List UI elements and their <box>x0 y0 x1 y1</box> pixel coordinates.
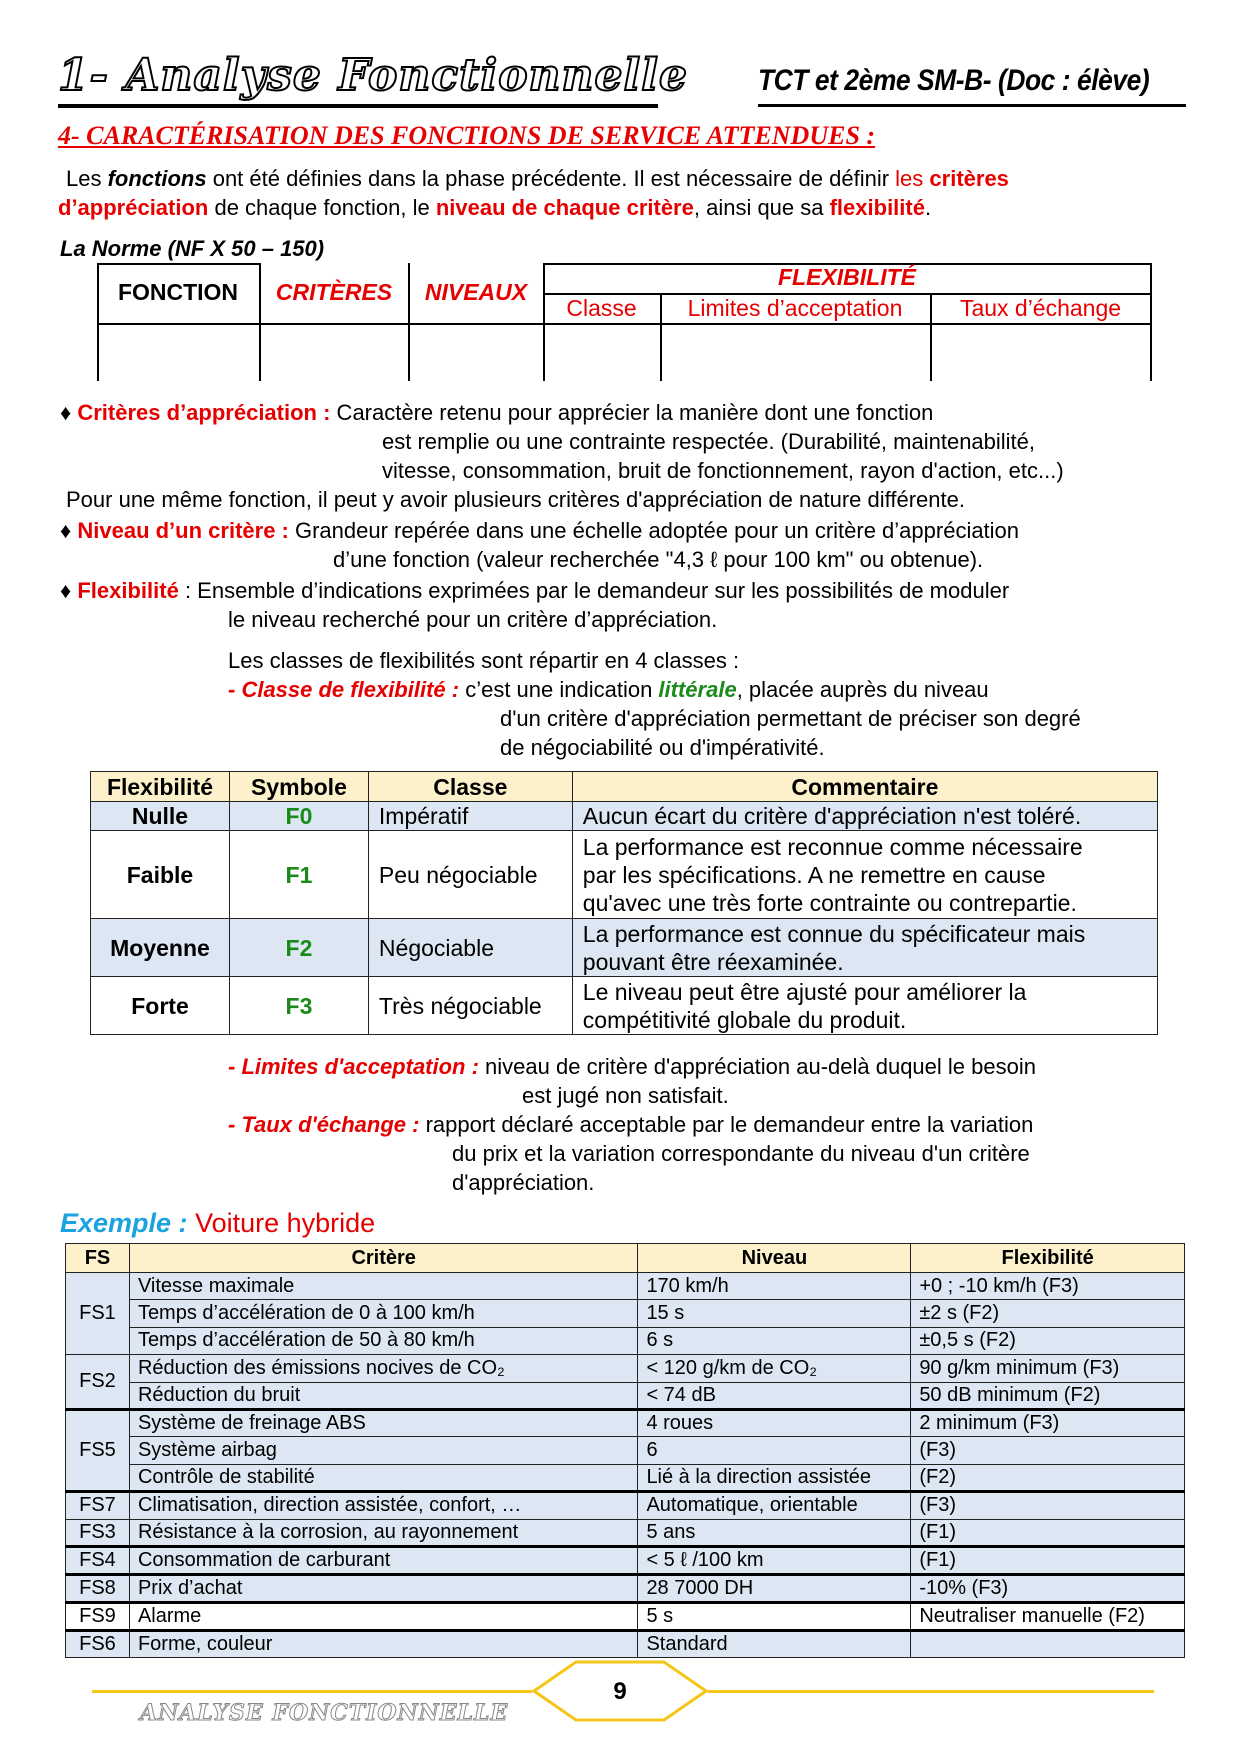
taux-l2: du prix et la variation correspondante du niveau d'un critère <box>452 1141 1030 1166</box>
def-flex-l2: le niveau recherché pour un critère d’appréciation. <box>228 607 718 632</box>
classe-def-l1: - Classe de flexibilité : c’est une indication littérale, placée auprès du niveau <box>228 677 989 702</box>
header-niveau: Niveau <box>638 1244 911 1273</box>
table-row: Système airbag 6 (F3) <box>66 1437 1185 1464</box>
taux-l1: - Taux d'échange : rapport déclaré acceptable par le demandeur entre la variation <box>228 1112 1034 1137</box>
classe-def-l3: de négociabilité ou d'impérativité. <box>500 735 825 760</box>
norme-table <box>97 263 1151 381</box>
sub-taux: Taux d’échange <box>959 295 1122 321</box>
classes-intro: Les classes de flexibilités sont répartir en 4 classes : <box>228 648 740 673</box>
intro-line-1: Les fonctions ont été définies dans la phase précédente. Il est nécessaire de définir les critères <box>66 166 1009 191</box>
def-criteres-l2: est remplie ou une contrainte respectée. (Durabilité, maintenabilité, <box>382 429 1036 454</box>
header-classe: Classe <box>368 772 572 802</box>
table-row: Moyenne F2 Négociable La performance est connue du spécificateur mais pouvant être réexaminée. <box>91 919 1158 977</box>
example-table <box>65 1243 1185 1658</box>
def-niveau-l1: ♦ Niveau d’un critère : Grandeur repérée dans une échelle adoptée pour un critère d’appréciation <box>60 518 1020 543</box>
header-commentaire: Commentaire <box>572 772 1157 802</box>
col-fonction: FONCTION <box>117 279 239 305</box>
def-criteres-l1: ♦ Critères d’appréciation : Caractère retenu pour apprécier la manière dont une fonction <box>60 400 934 425</box>
col-flexibilite: FLEXIBILITÉ <box>778 264 916 290</box>
header-symbole: Symbole <box>229 772 368 802</box>
norme-label: La Norme (NF X 50 – 150) <box>60 236 325 261</box>
classe-def-l2: d'un critère d'appréciation permettant de préciser son degré <box>500 706 1081 731</box>
table-row: Faible F1 Peu négociable La performance est reconnue comme nécessaire par les spécifications. A ne remettre en cause qu'avec une très forte contrainte ou contrepartie. <box>91 831 1158 919</box>
col-niveaux: NIVEAUX <box>424 279 528 305</box>
table-row: FS7 Climatisation, direction assistée, confort, … Automatique, orientable (F3) <box>66 1492 1185 1519</box>
table-row: Réduction du bruit < 74 dB 50 dB minimum (F2) <box>66 1382 1185 1409</box>
def-niveau-l2: d’une fonction (valeur recherchée "4,3 ℓ pour 100 km" ou obtenue). <box>333 547 984 572</box>
title-underline <box>58 104 658 108</box>
table-row: Forte F3 Très négociable Le niveau peut être ajusté pour améliorer la compétitivité globale du produit. <box>91 977 1158 1035</box>
page-number: 9 <box>613 1678 627 1705</box>
table-row: Temps d’accélération de 50 à 80 km/h 6 s ±0,5 s (F2) <box>66 1327 1185 1354</box>
subtitle-underline <box>758 104 1186 107</box>
document-title: 1- Analyse Fonctionnelle <box>58 50 688 101</box>
def-criteres-note: Pour une même fonction, il peut y avoir plusieurs critères d'appréciation de nature différente. <box>66 487 965 512</box>
table-row: FS6 Forme, couleur Standard <box>66 1630 1185 1657</box>
table-row: FS9 Alarme 5 s Neutraliser manuelle (F2) <box>66 1602 1185 1630</box>
header-flexibilite: Flexibilité <box>91 772 230 802</box>
intro-line-2: d’appréciation de chaque fonction, le niveau de chaque critère, ainsi que sa flexibilité. <box>58 195 932 220</box>
table-row: FS1 Vitesse maximale 170 km/h +0 ; -10 km/h (F3) <box>66 1273 1185 1300</box>
limites-l2: est jugé non satisfait. <box>522 1083 729 1108</box>
taux-l3: d'appréciation. <box>452 1170 595 1195</box>
header-critere: Critère <box>129 1244 638 1273</box>
table-row: Temps d’accélération de 0 à 100 km/h 15 s ±2 s (F2) <box>66 1300 1185 1327</box>
def-flex-l1: ♦ Flexibilité : Ensemble d’indications exprimées par le demandeur sur les possibilités de moduler <box>60 578 1010 603</box>
table-row: Nulle F0 Impératif Aucun écart du critère d'appréciation n'est toléré. <box>91 802 1158 831</box>
def-criteres-l3: vitesse, consommation, bruit de fonctionnement, rayon d'action, etc...) <box>382 458 1064 483</box>
limites-l1: - Limites d'acceptation : niveau de critère d'appréciation au-delà duquel le besoin <box>228 1054 1036 1079</box>
footer-watermark: ANALYSE FONCTIONNELLE <box>140 1700 509 1726</box>
header-fs: FS <box>66 1244 130 1273</box>
section-title: 4- CARACTÉRISATION DES FONCTIONS DE SERVICE ATTENDUES : <box>58 121 876 150</box>
sub-limites: Limites d’acceptation <box>687 295 903 321</box>
example-heading: Exemple : Voiture hybride <box>60 1208 376 1238</box>
document-subtitle: TCT et 2ème SM-B- (Doc : élève) <box>758 64 1150 97</box>
table-row: FS3 Résistance à la corrosion, au rayonnement 5 ans (F1) <box>66 1519 1185 1546</box>
table-row: FS4 Consommation de carburant < 5 ℓ /100 km (F1) <box>66 1546 1185 1574</box>
table-row: Contrôle de stabilité Lié à la direction assistée (F2) <box>66 1464 1185 1491</box>
sub-classe: Classe <box>566 295 637 321</box>
table-row: FS2 Réduction des émissions nocives de CO₂ < 120 g/km de CO₂ 90 g/km minimum (F3) <box>66 1355 1185 1382</box>
header-flexibilite: Flexibilité <box>911 1244 1185 1273</box>
table-row: FS5 Système de freinage ABS 4 roues 2 minimum (F3) <box>66 1409 1185 1436</box>
footer-rule-left <box>92 1690 532 1693</box>
flexibility-table <box>90 771 1158 1035</box>
col-criteres: CRITÈRES <box>275 279 393 305</box>
table-row: FS8 Prix d’achat 28 7000 DH -10% (F3) <box>66 1574 1185 1602</box>
footer-rule-right <box>708 1690 1154 1693</box>
